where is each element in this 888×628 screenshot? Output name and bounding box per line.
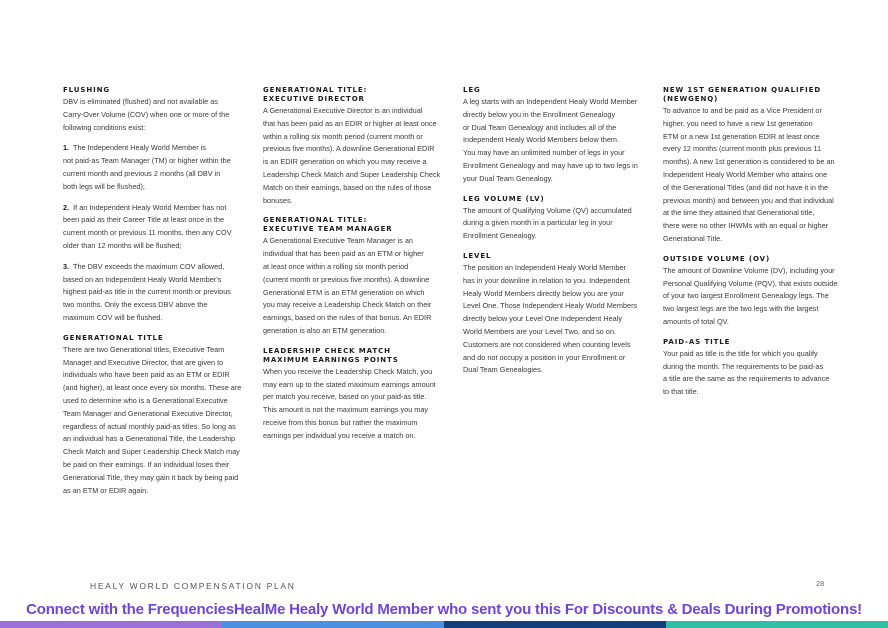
text-line: individuals who have been paid as an ETM or EDIR [63,370,230,380]
page-number: 28 [816,579,825,588]
heading-line: FLUSHING [63,86,110,94]
text-span: The Independent Healy World Member is [73,143,206,153]
text-line: When you receive the Leadership Check Match, you [263,366,433,376]
heading-line: EXECUTIVE DIRECTOR [263,95,365,103]
text-line: World Members are your Level Two, and so on. [463,326,617,336]
section [63,86,253,325]
text-line [63,142,253,155]
section-heading [63,334,253,343]
text-line: Leadership Check Match and Super Leadership Check [263,169,441,179]
text-line: used to determine who is a Generational Executive [63,395,228,405]
text-line: is an EDIR generation on which you may receive a [263,157,427,167]
text-line: older than 12 months will be flushed; [63,240,182,250]
list-number: 3. [63,261,70,271]
column-1 [63,86,253,506]
section [463,86,653,186]
text-line: Personal Qualifying Volume (PQV), that exists outside [663,278,838,288]
text-line: an individual has a Generational Title, the Leadership [63,434,235,444]
section [663,338,853,399]
heading-line: OUTSIDE VOLUME (OV) [663,254,771,263]
text-line: A Generational Executive Director is an individual [263,106,423,115]
text-line: Team Manager and Generational Executive Director, [63,408,233,418]
heading-line: GENERATIONAL TITLE: [263,86,368,94]
footer-title: HEALY WORLD COMPENSATION PLAN [90,581,296,591]
text-line: Healy World Members directly below you are your [463,288,624,298]
text-line: during a given month in a particular leg in your [463,218,613,228]
text-line: earnings per individual you receive a match on. [263,430,416,440]
text-line: previous month) and between you and that individual [663,195,834,205]
text-line: generation is also an ETM generation. [263,325,387,335]
section [663,86,853,246]
text-line: be paid on their earnings. If an individual loses their [63,459,230,469]
text-line: during the month. The requirements to be paid-as [663,361,824,371]
paragraph [63,261,253,325]
text-line: previous five months). A downline Generational EDIR [263,144,435,154]
text-line: both legs will be flushed); [63,181,145,191]
text-line: Independent Healy World Members below them. [463,135,620,145]
text-line: Generational Title, they may gain it back by being paid [63,472,239,482]
text-line: following conditions exist: [63,122,146,132]
heading-line: EXECUTIVE TEAM MANAGER [263,225,393,234]
paragraph [63,142,253,193]
column-2 [263,86,453,452]
section-heading [263,216,453,234]
text-line: ETM or a new 1st generation EDIR at least once [663,131,820,141]
heading-line: GENERATIONAL TITLE: [263,216,368,225]
paragraph [63,96,253,134]
text-line: that has been paid as an EDIR or higher at least once [263,118,437,128]
heading-line: LEADERSHIP CHECK MATCH [263,346,391,355]
text-line: Check Match and Super Leadership Check Match may [63,447,240,457]
text-line: Independent Healy World Member who attains one [663,169,828,179]
text-line: Customers are not considered when counting levels [463,339,631,349]
text-line: A Generational Executive Team Manager is an [263,236,413,246]
section [463,195,653,243]
stripe-blue [222,621,444,628]
paragraph [463,96,653,186]
text-line: earnings, based on the rules of that bonus. An EDIR [263,313,432,323]
column-3 [463,86,653,386]
section [63,334,253,498]
text-line: and do not occupy a position in your Enrollment or [463,352,626,362]
text-line: at the time they attained that Generational title, [663,208,815,218]
text-line: two months. Only the excess DBV above the [63,300,208,310]
section-heading [63,86,253,95]
heading-line: PAID-AS TITLE [663,337,731,346]
section [263,216,453,337]
stripe-teal [666,621,888,628]
heading-line: MAXIMUM EARNINGS POINTS [263,355,399,364]
heading-line: LEG [463,86,481,94]
stripe-navy [444,621,666,628]
heading-line: GENERATIONAL TITLE [63,333,164,342]
text-line: Enrollment Genealogy and may have up to two legs in [463,160,638,170]
paragraph [663,348,853,399]
text-line: per match you receive, based on your paid-as title. [263,392,427,402]
section [263,86,453,207]
section-heading [663,255,853,264]
text-line: Manager and Executive Director, that are given to [63,357,224,367]
paragraph [463,205,653,243]
text-line: (and higher), at least once every six months. These are [63,383,242,393]
text-line: to that title. [663,387,699,397]
text-line: There are two Generational titles, Executive Team [63,344,225,354]
section [463,252,653,377]
section-heading [463,86,653,95]
text-line: directly below your Level One Independent Healy [463,314,623,324]
text-line: has in your downline in relation to you. Independent [463,275,630,285]
text-line: current month or previous 11 months, then any COV [63,228,232,238]
text-line: (current month or previous five months). A downline [263,274,430,284]
heading-line: (NEWGENQ) [663,95,719,103]
text-line: may earn up to the stated maximum earnings amount [263,379,436,389]
text-line: A leg starts with an Independent Healy World Member [463,97,638,106]
list-number: 2. [63,202,70,212]
text-line: two largest legs are the two legs with the largest [663,304,819,314]
section [663,255,853,329]
text-line: of the Generational Titles (and did not have it in the [663,182,829,192]
text-line: directly below you in the Enrollment Genealogy [463,109,616,119]
text-line: at least once within a rolling six month period [263,261,409,271]
heading-line: LEG VOLUME (LV) [463,194,545,203]
text-line: as an ETM or EDIR again. [63,485,149,495]
text-line: Level One. Those Independent Healy World Members [463,301,638,311]
footer-color-stripes [0,621,888,628]
paragraph [263,235,453,337]
text-line: Carry-Over Volume (COV) when one or more of the [63,109,230,119]
text-line [63,261,253,274]
text-line: maximum COV will be flushed. [63,312,163,322]
text-line: To advance to and be paid as a Vice President or [663,106,822,115]
paragraph [663,265,853,329]
text-line: higher, you need to have a new 1st generation [663,118,813,128]
text-span: The DBV exceeds the maximum COV allowed, [73,261,225,271]
promo-banner: Connect with the FrequenciesHealMe Healy World Member who sent you this For Discounts & Deals During Promotions! [26,601,862,618]
text-line: or Dual Team Genealogy and includes all of the [463,122,617,132]
text-line: of your two largest Enrollment Genealogy legs. The [663,291,829,301]
text-line: within a rolling six month period (current month or [263,131,423,141]
paragraph [63,202,253,253]
text-span: If an Independent Healy World Member has not [73,202,227,212]
text-line: receive from this bonus but rather the maximum [263,417,418,427]
section [263,347,453,443]
text-line: individual that has been paid as an ETM or higher [263,249,424,259]
text-line: Generational ETM is an ETM generation on which [263,287,425,297]
text-line: bonuses. [263,195,293,205]
section-heading [263,86,453,104]
text-line: amounts of total QV. [663,316,729,326]
section-heading [663,86,853,104]
text-line: a title are the same as the requirements to advance [663,374,830,384]
text-line: months). A new 1st generation is considered to be an [663,157,835,167]
text-line: Your paid as title is the title for which you qualify [663,348,818,358]
paragraph [63,344,253,498]
text-line: every 12 months (current month plus previous 11 [663,144,822,154]
heading-line: NEW 1ST GENERATION QUALIFIED [663,86,822,94]
text-line: there were no other IHWMs with an equal or higher [663,221,829,231]
paragraph [263,105,453,207]
section-heading [463,195,653,204]
text-line: you may receive a Leadership Check Match on their [263,300,432,310]
text-line [63,202,253,215]
text-line: based on an Independent Healy World Member's [63,274,222,284]
heading-line: LEVEL [463,251,492,260]
text-line: The amount of Qualifying Volume (QV) accumulated [463,205,632,215]
text-line: your Dual Team Genealogy. [463,173,553,183]
text-line: Generational Title. [663,233,723,243]
text-line: current month and previous 2 months (all DBV in [63,168,221,178]
stripe-purple [0,621,222,628]
text-line: Match on their earnings, based on the rules of those [263,182,432,192]
paragraph [263,366,453,443]
text-line: Dual Team Genealogies. [463,365,543,375]
text-line: DBV is eliminated (flushed) and not available as [63,97,218,106]
paragraph [663,105,853,246]
paragraph [463,262,653,377]
section-heading [463,252,653,261]
text-line: This amount is not the maximum earnings you may [263,405,429,415]
section-heading [263,347,453,365]
text-line: You may have an unlimited number of legs in your [463,148,625,158]
text-line: been paid as their Career Title at least once in the [63,215,225,225]
text-line: The amount of Downline Volume (DV), including your [663,265,835,275]
text-line: The position an Independent Healy World Member [463,262,626,272]
text-line: highest paid-as title in the current month or previous [63,287,231,297]
text-line: regardless of actual monthly paid-as titles. So long as [63,421,236,431]
text-line: Enrollment Genealogy. [463,231,537,241]
text-line: not paid-as Team Manager (TM) or higher within the [63,156,231,166]
section-heading [663,338,853,347]
column-4 [663,86,853,408]
list-number: 1. [63,143,70,153]
